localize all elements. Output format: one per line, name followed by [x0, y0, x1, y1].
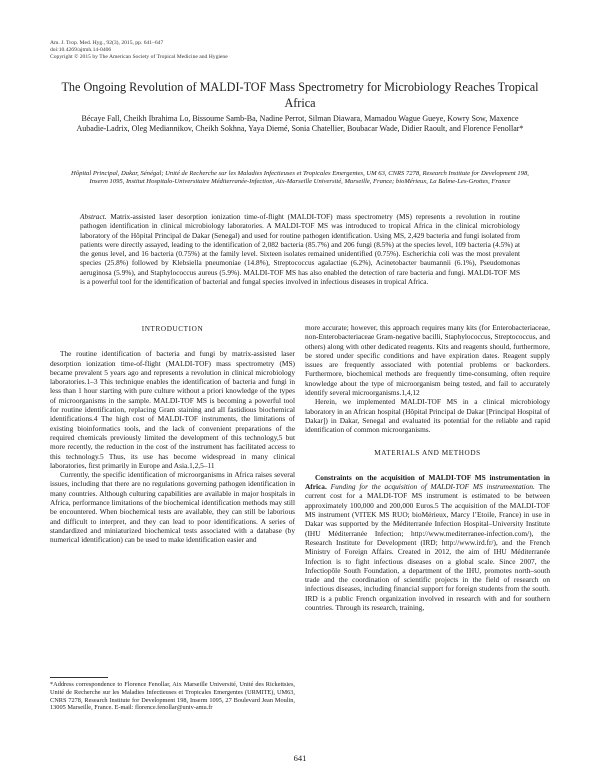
right-paragraph-2: Herein, we implemented MALDI-TOF MS in a clinical microbiology laboratory in an African hospital (Hôpital Principal de Dakar [Principal Hospital of Dakar]) in Dakar, Senegal and evaluated its potential for the reliable and rapid identification of common microorganisms. [305, 397, 550, 435]
intro-paragraph-2: Currently, the specific identification of microorganisms in Africa raises several issues, including that there are no regulations governing pathogen identification in many countries. Although culturing capabilities are available in major hospitals in Africa, performance limitations of the biochemical identification methods may still be encountered. When biochemical tests are available, they can still be laborious and difficult to interpret, and they can lead to poor identifications. A series of standardized and miniaturized biochemical tests associated with a database (by numerical identification) can be used to make identification easier and [50, 470, 295, 545]
affiliations: Hôpital Principal, Dakar, Sénégal; Unité de Recherche sur les Maladies Infectieuses et Tropicales Emergentes, UM 63, CNRS 7278, Research Institute for Development 198, Inserm 1095, Institut Hospitalo-Universitaire Méditerranée-Infection, Aix-Marseille Université, Marseille, France; bioMérieux, La Balme-Les-Grottes, France [71, 170, 529, 186]
correspondence-footnote: *Address correspondence to Florence Fenollar, Aix Marseille Université, Unité des Rickettsies, Unité de Recherche sur les Maladies Infectieuses et Tropicales Emergentes (URMITE), UM63, CNRS 7278, Research Institute for Development 198, Inserm 1095, 27 Boulevard Jean Moulin, 13005 Marseille, France. E-mail: florence.fenollar@univ-amu.fr [50, 681, 295, 712]
methods-text: The current cost for a MALDI-TOF MS instrument is estimated to be between approximately 100,000 and 200,000 Euros.5 The acquisition of the MALDI-TOF MS instrument (VITEK MS RUO; bioMérieux, Marcy l’Etoile, France) in use in Dakar was supported by the Méditerranée Infection Hospital–University Institute (IHU Méditerranée Infection; http://www.mediterranee-infection.com/), the Research Institute for Development (IRD; http://www.ird.fr/), and the French Ministry of Foreign Affairs. Created in 2012, the aim of IHU Méditerranée Infection is to fight infectious diseases on a global scale. Since 2007, the Infectiopôle South Foundation, a department of the IHU, promotes north–south trade and the coordination of scientific projects in the field of research on infectious diseases, including financial support for foreign students from the south. IRD is a public French organization involved in research with and for southern countries. Through its research, training, [305, 482, 550, 613]
footnote-divider [50, 677, 108, 678]
intro-paragraph-1: The routine identification of bacteria and fungi by matrix-assisted laser desorption ionization time-of-flight (MALDI-TOF) mass spectrometry (MS) became prevalent 5 years ago and represents a revolution in clinical microbiology laboratories.1–3 This technique enables the identification of bacteria and fungi in less than 1 hour starting with pure culture without a priori knowledge of the types of microorganisms in the sample. MALDI-TOF MS is becoming a powerful tool for routine identification, replacing Gram staining and all fastidious biochemical identifications.4 The high cost of MALDI-TOF instruments, the limitations of existing bioinformatics tools, and the lack of convenient preparations of the required chemicals previously limited the development of this technology,5 but more recently, the reduction in the cost of the instrument has facilitated access to this technology.5 Thus, its use has become widespread in many clinical laboratories, first primarily in Europe and Asia.1,2,5–11 [50, 349, 295, 470]
article-title: The Ongoing Revolution of MALDI-TOF Mass Spectrometry for Microbiology Reaches Tropical Africa [61, 80, 539, 110]
methods-subheading: Constraints on the acquisition of MALDI-TOF MS instrumentation in Africa. [305, 472, 550, 492]
journal-citation: Am. J. Trop. Med. Hyg., 92(3), 2015, pp. 641–647 [50, 40, 164, 46]
right-column [305, 323, 550, 612]
methods-heading: MATERIALS AND METHODS [374, 448, 481, 457]
journal-header [50, 40, 550, 61]
journal-doi: doi:10.4269/ajtmh.14-0406 [50, 47, 112, 53]
abstract-text: Matrix-assisted laser desorption ionization time-of-flight (MALDI-TOF) mass spectrometry (MS) represents a revolution in routine pathogen identification in clinical microbiology laboratories. A MALDI-TOF MS was introduced to tropical Africa in the clinical microbiology laboratory of the Hôpital Principal de Dakar (Senegal) and used for routine pathogen identification. Using MS, 2,429 bacteria and fungi isolated from patients were directly assayed, leading to the identification of 2,082 bacteria (85.7%) and 206 fungi (8.5%) at the species level, 109 bacteria (4.5%) at the genus level, and 16 bacteria (0.75%) at the family level. Sixteen isolates remained unidentified (0.75%). Escherichia coli was the most prevalent species (25.8%) followed by Klebsiella pneumoniae (14.8%), Streptococcus agalactiae (6.2%), Acinetobacter baumannii (6.1%), Pseudomonas aeruginosa (5.9%), and Staphylococcus aureus (5.9%). MALDI-TOF MS has also enabled the detection of rare bacteria and fungi. MALDI-TOF MS is a powerful tool for the identification of bacterial and fungal species involved in infectious diseases in tropical Africa. [80, 212, 520, 286]
right-paragraph-1: more accurate; however, this approach requires many kits (for Enterobacteriaceae, non-Enterobacteriaceae Gram-negative bacilli, Staphylococcus, Streptococcus, and others) along with other dedicated reagents. Kits and reagents should, furthermore, be stored under specific conditions and have expiration dates. Reagent supply issues are frequently associated with potential problems or backorders. Furthermore, biochemical methods are frequently time-consuming, often require knowledge about the type of microorganism being tested, and fail to accurately identify several microorganisms.1,4,12 [305, 323, 550, 398]
left-column [50, 323, 295, 545]
journal-copyright: Copyright © 2015 by The American Society of Tropical Medicine and Hygiene [50, 54, 228, 60]
methods-paragraph [305, 473, 550, 612]
author-list: Bécaye Fall, Cheikh Ibrahima Lo, Bissoume Samb-Ba, Nadine Perrot, Silman Diawara, Mamadou Wague Gueye, Kowry Sow, Maxence Aubadie-Ladrix, Oleg Mediannikov, Cheikh Sokhna, Yaya Diemé, Sonia Chatellier, Boubacar Wade, Didier Raoult, and Florence Fenollar* [76, 114, 524, 134]
abstract-label: Abstract. [80, 212, 107, 221]
introduction-heading: INTRODUCTION [141, 325, 204, 333]
abstract [80, 212, 520, 286]
page-number: 641 [293, 753, 307, 763]
funding-subheading: Funding for the acquisition of MALDI-TOF MS instrumentation. [330, 482, 535, 492]
